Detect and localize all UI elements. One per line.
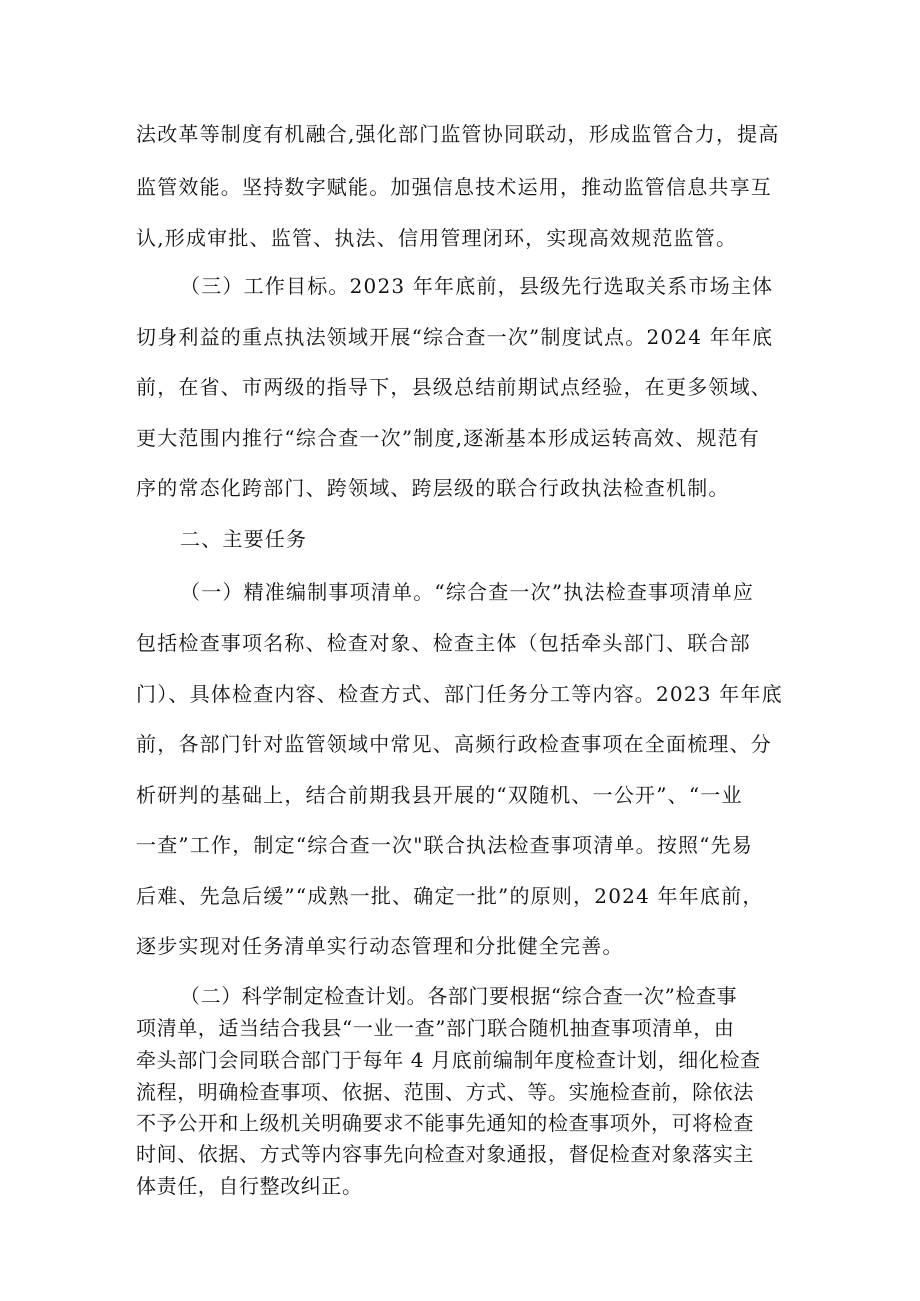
text-line: 牵头部门会同联合部门于每年 4 月底前编制年度检查计划，细化检查 <box>136 1048 761 1072</box>
text-line: 认,形成审批、监管、执法、信用管理闭环，实现高效规范监管。 <box>136 226 738 250</box>
text-line: 切身利益的重点执法领域开展“综合查一次”制度试点。2024 年年底 <box>136 325 774 349</box>
text-line: 一查”工作，制定“综合查一次"联合执法检查事项清单。按照“先易 <box>136 833 754 857</box>
text-line: 时间、依据、方式等内容事先向检查对象通报，督促检查对象落实主 <box>136 1142 754 1166</box>
section-heading-text: 二、主要任务 <box>180 527 308 551</box>
text-line: 前，各部门针对监管领域中常见、高频行政检查事项在全面梳理、分 <box>136 732 772 756</box>
text-line: 门）、具体检查内容、检查方式、部门任务分工等内容。2023 年年底 <box>136 682 783 706</box>
text-line: 法改革等制度有机融合,强化部门监管协同联动，形成监管合力，提高 <box>136 122 780 146</box>
text-line: （一）精准编制事项清单。“综合查一次”执法检查事项清单应 <box>180 580 755 604</box>
text-line: 监管效能。坚持数字赋能。加强信息技术运用，推动监管信息共享互 <box>136 175 772 199</box>
text-line: 析研判的基础上，结合前期我县开展的“双随机、一公开”、“一业 <box>136 783 743 807</box>
text-line: 体责任，自行整改纠正。 <box>136 1174 363 1198</box>
text-line: 逐步实现对任务清单实行动态管理和分批健全完善。 <box>136 934 624 958</box>
text-line: 前，在省、市两级的指导下，县级总结前期试点经验，在更多领域、 <box>136 375 772 399</box>
text-line: （三）工作目标。2023 年年底前，县级先行选取关系市场主体 <box>180 274 774 298</box>
text-line: 不予公开和上级机关明确要求不能事先通知的检查事项外，可将检查 <box>136 1111 754 1135</box>
text-line: 包括检查事项名称、检查对象、检查主体（包括牵头部门、联合部 <box>136 631 751 655</box>
text-line: （二）科学制定检查计划。各部门要根据“综合查一次”检查事 <box>180 984 738 1008</box>
text-line: 项清单，适当结合我县“一业一查”部门联合随机抽查事项清单，由 <box>136 1016 735 1040</box>
text-line: 更大范围内推行“综合查一次”制度,逐渐基本形成运转高效、规范有 <box>136 426 761 450</box>
text-line: 序的常态化跨部门、跨领域、跨层级的联合行政执法检查机制。 <box>136 476 730 500</box>
text-line: 后难、先急后缓”“成熟一批、确定一批”的原则，2024 年年底前， <box>136 884 764 908</box>
text-line: 流程，明确检查事项、依据、范围、方式、等。实施检查前，除依法 <box>136 1080 754 1104</box>
